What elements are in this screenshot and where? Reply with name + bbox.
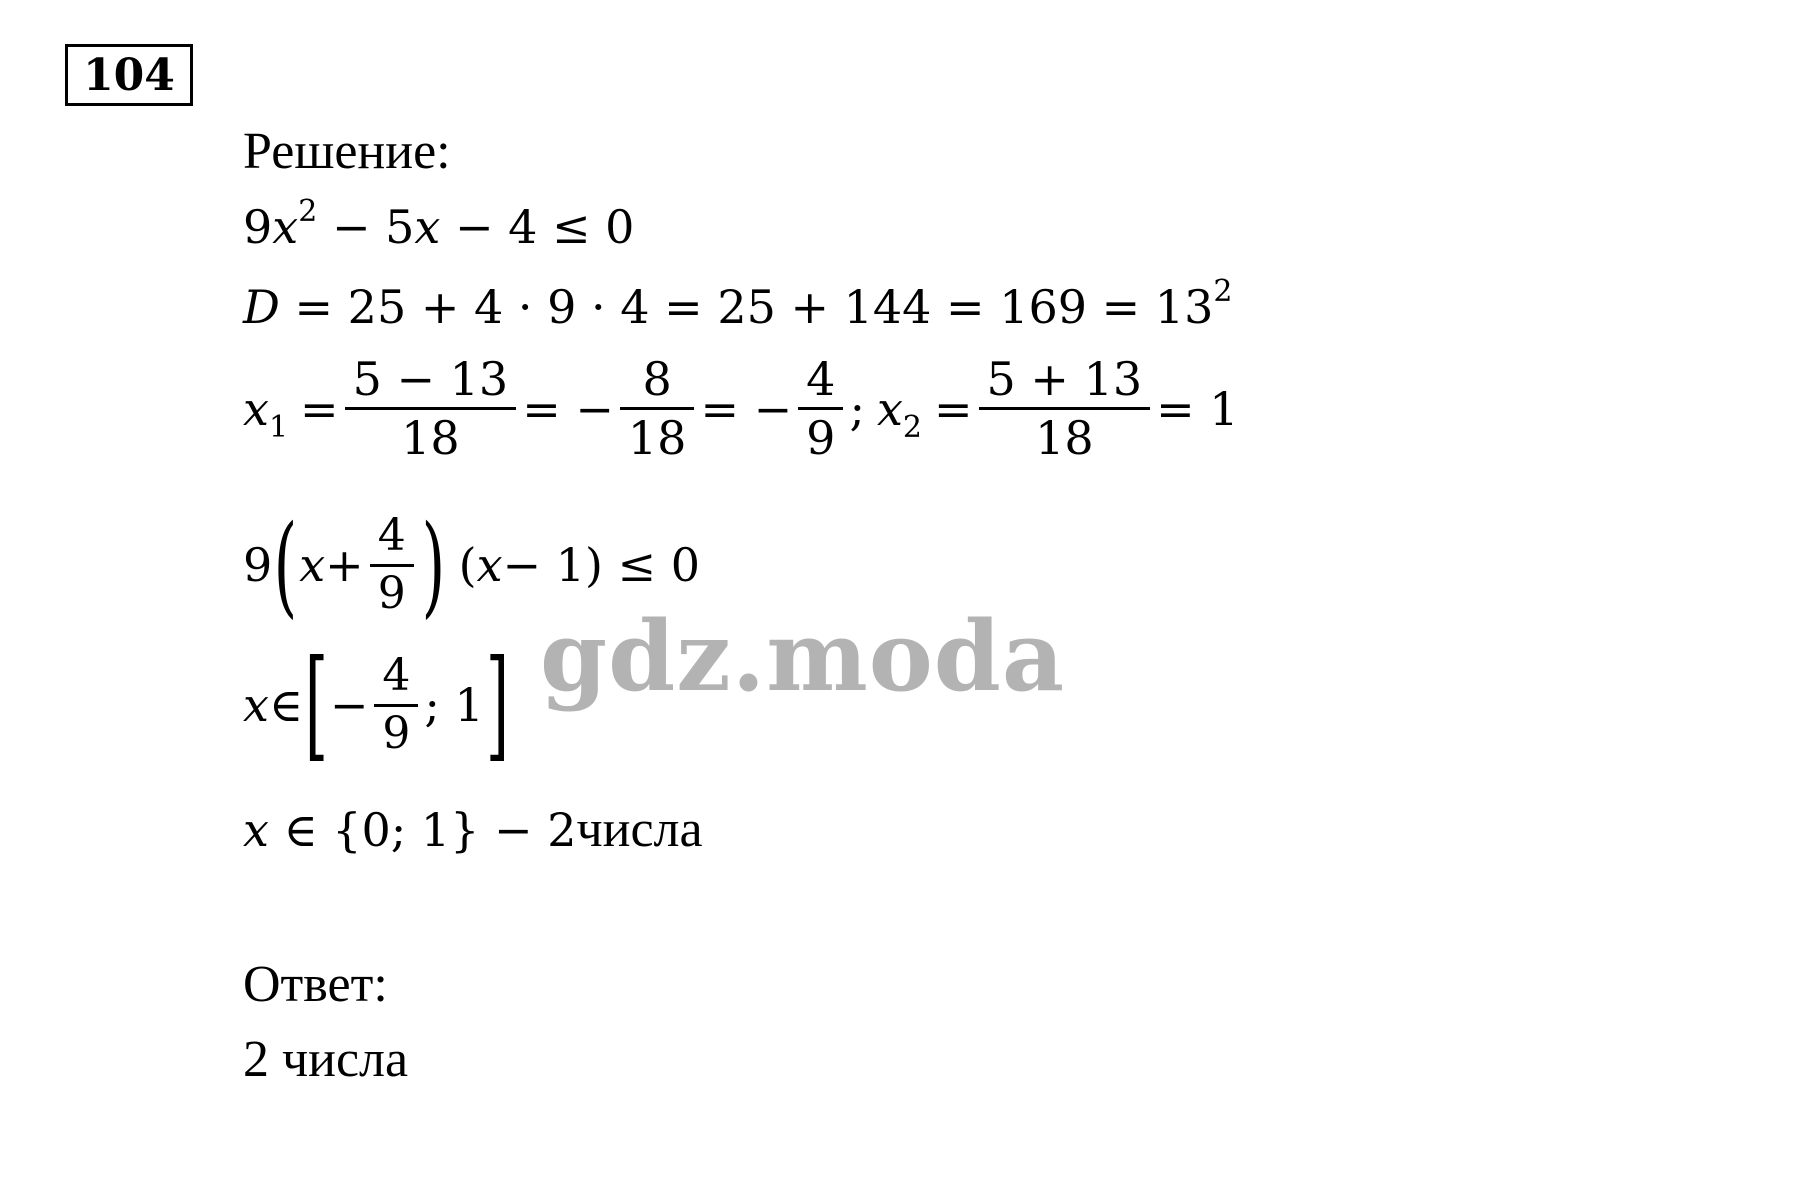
discriminant <box>243 274 1233 334</box>
result: = 1 <box>1156 381 1239 436</box>
open-paren-small: ( <box>458 538 477 592</box>
term: − 4 ≤ 0 <box>440 200 635 254</box>
numerator: 4 <box>377 510 406 562</box>
separator: ; <box>849 381 865 436</box>
fraction <box>620 352 695 466</box>
variable-d: D <box>243 280 280 334</box>
variable-x: x <box>243 678 269 732</box>
denominator: 9 <box>370 564 414 617</box>
term: − 1) ≤ 0 <box>502 538 700 592</box>
close-bracket: ] <box>485 635 509 774</box>
variable-x: x <box>243 381 269 436</box>
denominator: 9 <box>798 407 843 462</box>
subscript: 2 <box>902 409 922 445</box>
denominator: 18 <box>345 407 517 462</box>
interval-end: ; 1 <box>424 678 484 732</box>
answer-label: Ответ: <box>243 956 388 1013</box>
discriminant-expr: = 25 + 4 · 9 · 4 = 25 + 144 = 169 = 13 <box>279 280 1214 334</box>
exponent: 2 <box>298 194 318 229</box>
set: ∈ {0; 1} − 2 <box>268 802 577 857</box>
watermark: gdz.moda <box>540 600 1066 713</box>
element-of: ∈ <box>268 678 304 732</box>
solution-label: Решение: <box>243 123 451 180</box>
coef: 9 <box>243 200 273 254</box>
variable-x: x <box>243 802 269 857</box>
variable-x: x <box>272 200 299 254</box>
word: числа <box>576 801 703 858</box>
equals: = <box>300 381 339 436</box>
numerator: 8 <box>642 352 672 406</box>
variable-x: x <box>476 538 503 592</box>
term: − 5 <box>317 200 415 254</box>
equals-neg: = − <box>700 381 793 436</box>
equals: = <box>934 381 973 436</box>
numerator: 4 <box>382 650 411 702</box>
denominator: 18 <box>620 407 695 462</box>
fraction <box>370 510 414 619</box>
open-bracket: [ <box>304 635 329 774</box>
integer-set <box>243 800 703 859</box>
denominator: 9 <box>374 704 418 757</box>
open-paren: ( <box>273 501 298 629</box>
fraction <box>979 352 1151 466</box>
subscript: 1 <box>268 409 289 445</box>
numerator: 5 + 13 <box>986 352 1143 406</box>
problem-number: 104 <box>65 44 193 106</box>
denominator: 18 <box>979 407 1151 462</box>
variable-x: x <box>876 381 903 436</box>
equals-neg: = − <box>522 381 614 436</box>
fraction <box>374 650 418 759</box>
variable-x: x <box>299 538 326 592</box>
answer-value: 2 числа <box>243 1031 409 1088</box>
solution-interval <box>243 635 511 774</box>
inequality <box>243 194 635 254</box>
variable-x: x <box>414 200 441 254</box>
numerator: 4 <box>806 352 836 406</box>
coef: 9 <box>243 538 273 592</box>
fraction <box>798 352 843 466</box>
close-paren: ) <box>421 501 445 629</box>
roots <box>243 352 1239 466</box>
exponent: 2 <box>1213 274 1233 309</box>
numerator: 5 − 13 <box>352 352 509 406</box>
minus: − <box>329 678 369 732</box>
plus: + <box>325 538 364 592</box>
fraction <box>345 352 517 466</box>
